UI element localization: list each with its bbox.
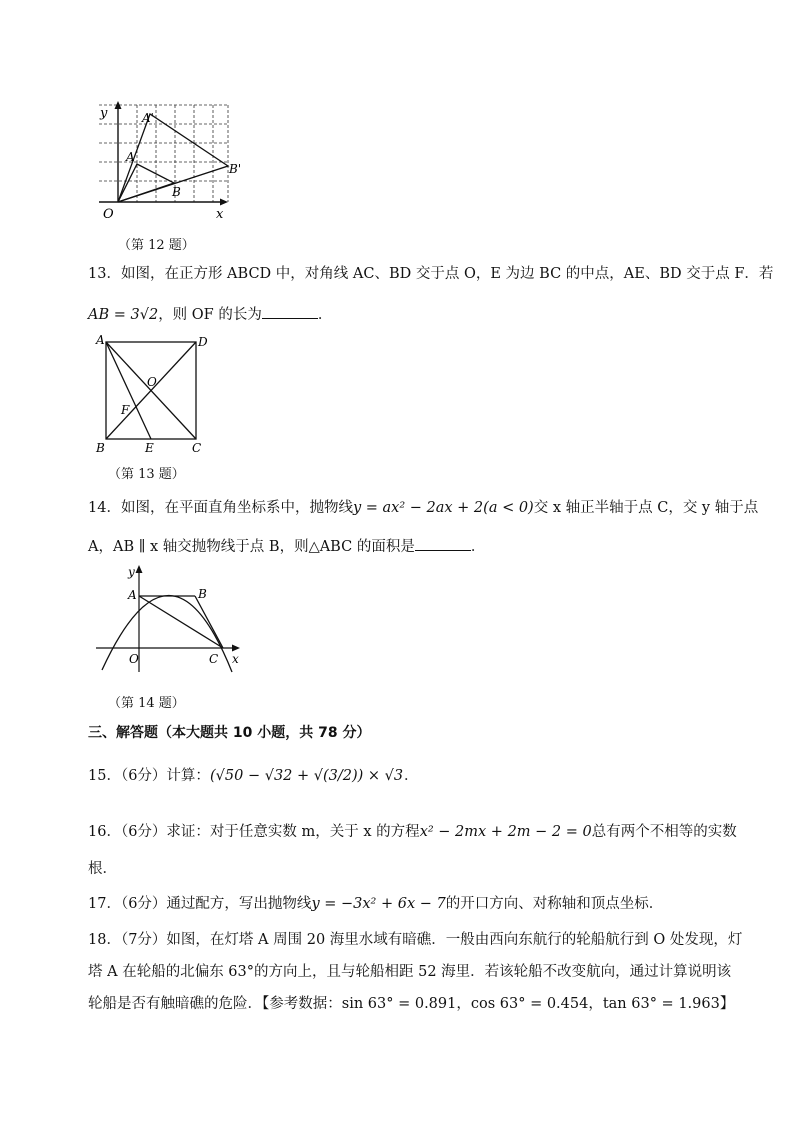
q15-expression: (√50 − √32 + √(3/2)) × √3 — [210, 768, 404, 784]
q14-label-o: O — [129, 652, 139, 666]
q14-label-a: A — [128, 588, 137, 602]
q14-text-line2 — [88, 536, 485, 557]
q14-text-line2-pre: A，AB ∥ x 轴交抛物线于点 B，则△ABC 的面积是 — [88, 539, 415, 555]
q12-label-b: B — [172, 185, 181, 199]
q13-period: ． — [317, 307, 333, 323]
q13-label-o: O — [147, 375, 157, 389]
q13-text-line2 — [88, 304, 332, 325]
q14-text-line1 — [88, 498, 758, 518]
q14-label-c: C — [209, 652, 219, 666]
q14-y-arrow — [136, 565, 143, 573]
q14-triangle — [139, 596, 223, 648]
q14-caption: （第 14 题） — [108, 696, 185, 711]
q12-label-o: O — [103, 207, 114, 222]
q14-label-y: y — [128, 565, 135, 579]
q13-answer-blank[interactable] — [262, 304, 318, 319]
q13-text-line1: 13．如图，在正方形 ABCD 中，对角线 AC、BD 交于点 O，E 为边 BC 的中点，AE、BD 交于点 F．若 — [88, 266, 774, 282]
q16-text-post: 总有两个不相等的实数 — [591, 824, 737, 840]
q13-expression: AB = 3√2 — [88, 307, 159, 323]
q16-text-line1 — [88, 822, 737, 842]
q13-label-b: B — [96, 441, 105, 455]
q16-equation: x² − 2mx + 2m − 2 = 0 — [419, 824, 592, 840]
q12-caption: （第 12 题） — [118, 238, 195, 253]
q12-label-b-prime: B' — [229, 162, 242, 176]
q12-x-arrow — [220, 199, 228, 206]
q13-label-c: C — [192, 441, 202, 455]
q14-figure — [92, 560, 252, 676]
q14-period: ． — [470, 539, 486, 555]
q14-answer-blank[interactable] — [415, 536, 471, 551]
section3-heading: 三、解答题（本大题共 10 小题，共 78 分） — [88, 725, 371, 741]
q13-label-a: A — [96, 333, 105, 347]
q14-x-arrow — [232, 645, 240, 652]
q14-text-post: 交 x 轴正半轴于点 C，交 y 轴于点 — [533, 500, 759, 516]
q14-text-pre: 14．如图，在平面直角坐标系中，抛物线 — [88, 500, 353, 516]
q17-text — [88, 894, 663, 914]
q16-text-pre: 16．（6分）求证：对于任意实数 m，关于 x 的方程 — [88, 824, 420, 840]
q16-text-line2: 根． — [88, 861, 117, 877]
q13-text-tail: ，则 OF 的长为 — [158, 307, 262, 323]
q17-text-post: 的开口方向、对称轴和顶点坐标． — [445, 896, 664, 912]
q12-label-x: x — [216, 207, 224, 222]
q17-text-pre: 17．（6分）通过配方，写出抛物线 — [88, 896, 312, 912]
q14-label-x: x — [232, 652, 239, 666]
q18-text-line3: 轮船是否有触暗礁的危险．【参考数据：sin 63° = 0.891，cos 63° = 0.454，tan 63° = 1.963】 — [88, 996, 735, 1012]
q12-figure — [92, 100, 242, 224]
q12-label-a: A — [126, 150, 135, 164]
q17-equation: y = −3x² + 6x − 7 — [311, 896, 446, 912]
q13-figure — [92, 332, 217, 458]
q14-label-b: B — [198, 587, 207, 601]
q15-text-pre: 15．（6分）计算： — [88, 768, 210, 784]
q13-label-f: F — [121, 403, 130, 417]
q14-equation: y = ax² − 2ax + 2(a < 0) — [352, 500, 534, 516]
q18-text-line1: 18．（7分）如图，在灯塔 A 周围 20 海里水域有暗礁．一般由西向东航行的轮船航行到 O 处发现，灯 — [88, 932, 743, 948]
q13-caption: （第 13 题） — [108, 467, 185, 482]
q13-label-d: D — [198, 335, 208, 349]
q13-label-e: E — [145, 441, 154, 455]
q12-label-a-prime: A' — [142, 111, 154, 125]
q12-label-y: y — [100, 106, 108, 121]
q18-text-line2: 塔 A 在轮船的北偏东 63°的方向上，且与轮船相距 52 海里．若该轮船不改变航向，通过计算说明该 — [88, 964, 732, 980]
q15-text-post: ． — [404, 768, 419, 784]
